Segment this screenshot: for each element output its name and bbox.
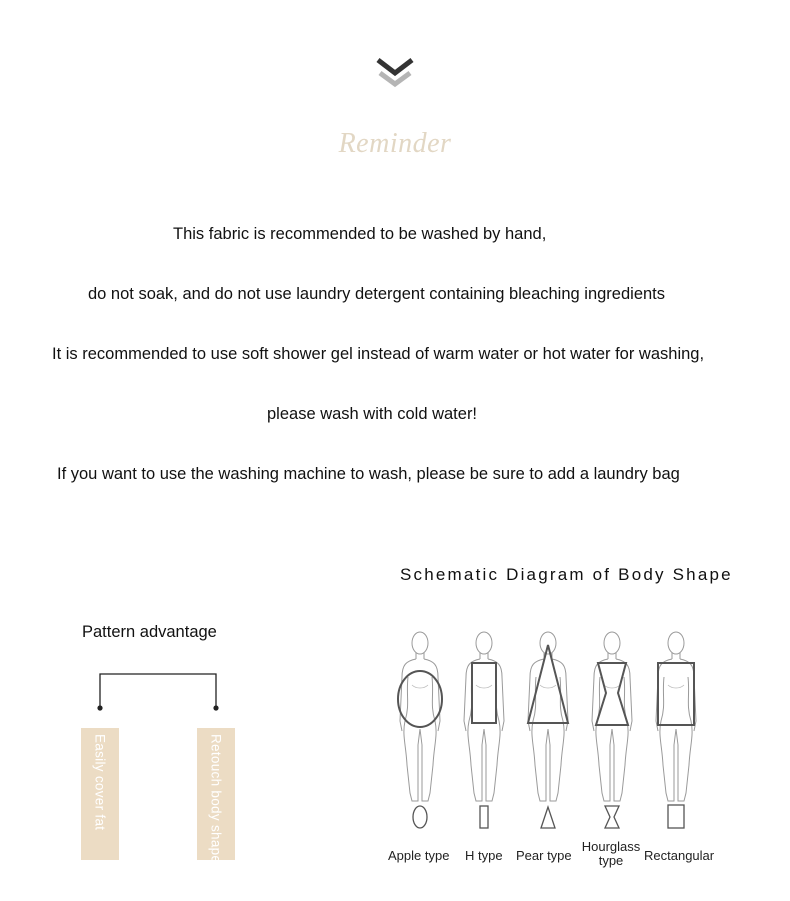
reminder-line-4: please wash with cold water! [267, 405, 478, 423]
figure-pear [528, 632, 568, 801]
pattern-tag-cover-fat [81, 728, 119, 860]
figure-h [464, 632, 504, 801]
shape-label-rectangular: Rectangular [644, 848, 715, 863]
rectangle-icon [668, 805, 684, 828]
reminder-line-3: It is recommended to use soft shower gel instead of warm water or hot water for washing, [52, 345, 705, 363]
figure-hourglass [592, 632, 632, 801]
shape-label-pear: Pear type [516, 848, 572, 863]
diagram-title: Schematic Diagram of Body Shape [400, 565, 733, 584]
reminder-line-2: do not soak, and do not use laundry detergent containing bleaching ingredients [88, 285, 666, 303]
figure-rectangular [656, 632, 696, 801]
reminder-title: Reminder [338, 128, 452, 159]
pattern-tag-label: Retouch body shape [208, 734, 224, 864]
oval-icon [413, 806, 427, 828]
pattern-tag-retouch-shape [197, 728, 235, 864]
hourglass-icon [605, 806, 619, 828]
shape-label-h: H type [465, 848, 503, 863]
shape-label-apple: Apple type [388, 848, 450, 863]
body-shape-figures [388, 625, 738, 835]
rectangle-narrow-icon [480, 806, 488, 828]
pattern-bracket [92, 668, 226, 716]
triangle-icon [541, 807, 555, 828]
figure-apple [398, 632, 442, 801]
pattern-tag-label: Easily cover fat [92, 734, 108, 831]
chevron-down-icon [376, 56, 414, 90]
reminder-line-5: If you want to use the washing machine to wash, please be sure to add a laundry bag [57, 465, 680, 483]
shape-label-hourglass: Hourglass type [581, 839, 641, 868]
pattern-title: Pattern advantage [82, 623, 217, 641]
reminder-line-1: This fabric is recommended to be washed by hand, [173, 225, 547, 243]
